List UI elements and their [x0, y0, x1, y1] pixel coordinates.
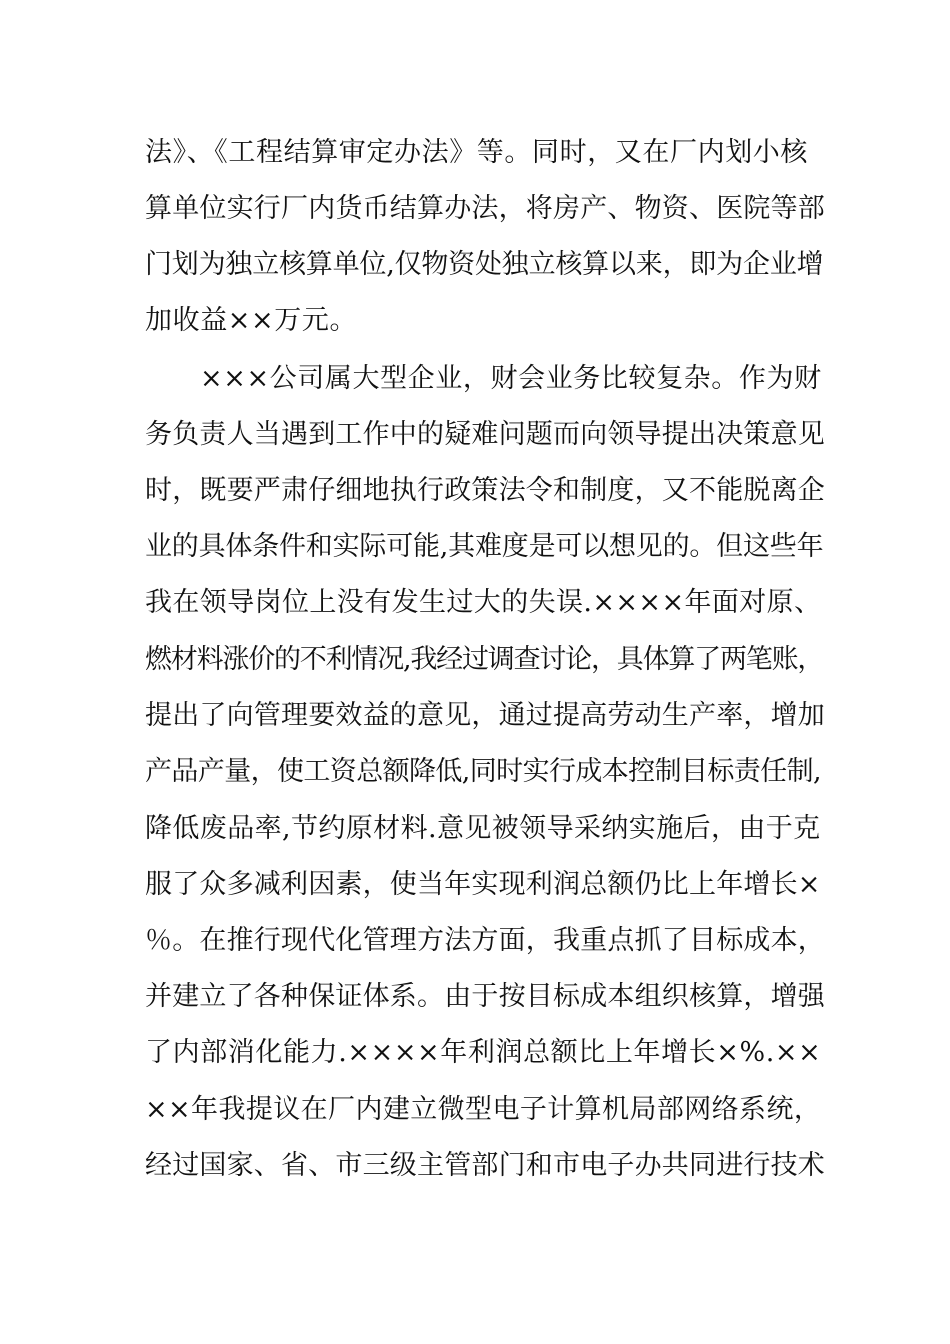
body-text-line: 算单位实行厂内货币结算办法，将房产、物资、医院等部: [145, 193, 825, 224]
body-text-line: 服了众多减利因素，使当年实现利润总额仍比上年增长×: [145, 869, 821, 900]
body-text-line: ％。在推行现代化管理方法方面，我重点抓了目标成本，: [145, 925, 825, 956]
body-text-line: 燃材料涨价的不利情况,我经过调查讨论，具体算了两笔账，: [145, 644, 824, 675]
body-text-line: 时，既要严肃仔细地执行政策法令和制度，又不能脱离企: [145, 475, 825, 506]
body-text-line: 门划为独立核算单位,仅物资处独立核算以来，即为企业增: [145, 249, 824, 280]
body-text-line: 产品产量，使工资总额降低,同时实行成本控制目标责任制,: [145, 756, 821, 787]
body-text-line: 业的具体条件和实际可能,其难度是可以想见的。但这些年: [145, 531, 824, 562]
body-text-line: 务负责人当遇到工作中的疑难问题而向领导提出决策意见: [145, 419, 825, 450]
body-text-line: ××年我提议在厂内建立微型电子计算机局部网络系统，: [145, 1094, 822, 1125]
body-text-line: 提出了向管理要效益的意见，通过提高劳动生产率，增加: [145, 700, 825, 731]
body-text-line: 加收益××万元。: [145, 305, 358, 336]
body-text-line: 了内部消化能力.××××年利润总额比上年增长×%.××: [145, 1037, 822, 1068]
body-text-line: 我在领导岗位上没有发生过大的失误.××××年面对原、: [145, 587, 822, 618]
body-text-line: 法》、《工程结算审定办法》等。同时，又在厂内划小核: [145, 137, 808, 168]
body-text-line: 降低废品率,节约原材料.意见被领导采纳实施后，由于克: [145, 813, 821, 844]
body-text-line: 并建立了各种保证体系。由于按目标成本组织核算，增强: [145, 981, 825, 1012]
body-text-line: 经过国家、省、市三级主管部门和市电子办共同进行技术: [145, 1150, 825, 1181]
paragraph-first-line: ×××公司属大型企业，财会业务比较复杂。作为财: [200, 363, 822, 394]
